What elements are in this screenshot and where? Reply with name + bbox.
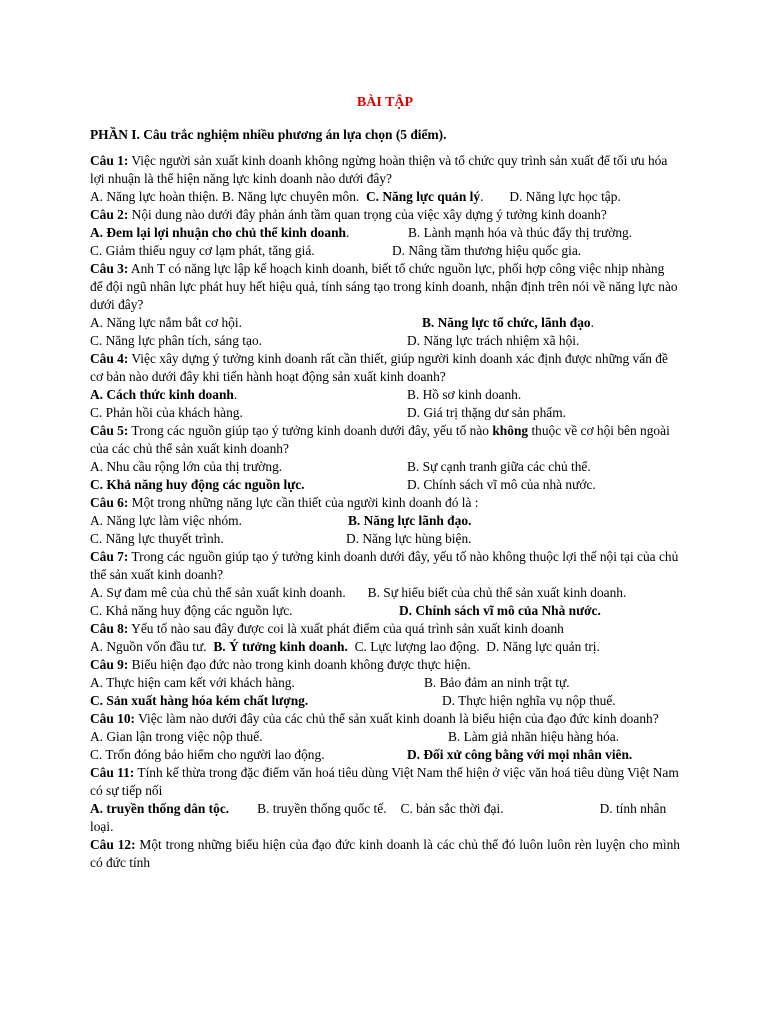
option-d: D. Năng lực quản trị. [486, 639, 600, 654]
question-8 [90, 620, 680, 656]
option-a: A. Gian lận trong việc nộp thuế. [90, 729, 263, 744]
option-d: D. tính nhân loại. [90, 801, 667, 834]
option-d: D. Chính sách vĩ mô của nhà nước. [407, 477, 596, 492]
option-d: D. Năng lực hùng biện. [346, 531, 472, 546]
question-label: Câu 4: [90, 351, 129, 366]
question-label: Câu 3: [90, 261, 129, 276]
question-label: Câu 10: [90, 711, 136, 726]
option-b: B. Làm giả nhãn hiệu hàng hóa. [448, 729, 620, 744]
option-c: C. Năng lực phân tích, sáng tạo. [90, 333, 262, 348]
question-stem: Việc xây dựng ý tưởng kinh doanh rất cần thiết, giúp người kinh doanh xác định được những vấn đề cơ bản nào dưới đây khi tiến hành hoạt động sản xuất kinh doanh? [90, 351, 668, 384]
option-c: C. Trốn đóng bảo hiểm cho người lao động. [90, 747, 325, 762]
question-label: Câu 5: [90, 423, 129, 438]
option-b: B. Năng lực lãnh đạo. [348, 513, 472, 528]
question-11 [90, 764, 680, 836]
option-b: B. truyền thống quốc tế. [257, 801, 387, 816]
question-label: Câu 9: [90, 657, 129, 672]
option-a: A. Sự đam mê của chủ thể sản xuất kinh doanh. [90, 585, 346, 600]
option-c: C. Năng lực quản lý [365, 189, 481, 204]
question-stem: Nội dung nào dưới đây phản ánh tầm quan trọng của việc xây dựng ý tưởng kinh doanh? [128, 207, 607, 222]
question-4 [90, 350, 680, 422]
question-stem-emphasis: không [492, 423, 529, 438]
question-1 [90, 152, 680, 206]
option-a: A. truyền thống dân tộc. [90, 801, 230, 816]
option-a: A. Năng lực hoàn thiện. [90, 189, 219, 204]
question-stem: Tính kế thừa trong đặc điểm văn hoá tiêu dùng Việt Nam thể hiện ở việc văn hoá tiêu dùng Việt Nam có sự tiếp nối [90, 765, 679, 798]
question-9 [90, 656, 680, 710]
question-label: Câu 11: [90, 765, 135, 780]
option-b: B. Hồ sơ kinh doanh. [407, 387, 522, 402]
option-a: A. Nhu cầu rộng lớn của thị trường. [90, 459, 283, 474]
question-2 [90, 206, 680, 260]
question-stem: Trong các nguồn giúp tạo ý tưởng kinh doanh dưới đây, yếu tố nào [128, 423, 493, 438]
question-label: Câu 12: [90, 837, 136, 852]
option-c: C. Giảm thiểu nguy cơ lạm phát, tăng giá. [90, 243, 315, 258]
option-d: D. Nâng tầm thương hiệu quốc gia. [392, 243, 582, 258]
document-page [90, 94, 680, 872]
option-a: A. Năng lực nắm bắt cơ hội. [90, 315, 242, 330]
question-label: Câu 1: [90, 153, 129, 168]
question-10 [90, 710, 680, 764]
option-a-tail: . [345, 225, 350, 240]
question-stem-end: thuộc về cơ hội bên ngoài của các chủ thể sản xuất kinh doanh? [90, 423, 670, 456]
question-6 [90, 494, 680, 548]
question-12 [90, 836, 680, 872]
question-3 [90, 260, 680, 350]
option-a: A. Đem lại lợi nhuận cho chủ thể kinh doanh [90, 225, 346, 240]
question-label: Câu 8: [90, 621, 129, 636]
question-stem: Biểu hiện đạo đức nào trong kinh doanh không được thực hiện. [128, 657, 471, 672]
option-c: C. Sản xuất hàng hóa kém chất lượng. [90, 693, 309, 708]
option-b: B. Lành mạnh hóa và thúc đẩy thị trường. [408, 225, 633, 240]
part-heading: PHẦN I. Câu trắc nghiệm nhiều phương án lựa chọn (5 điểm). [90, 127, 447, 142]
option-d: D. Thực hiện nghĩa vụ nộp thuế. [442, 693, 616, 708]
document-title: BÀI TẬP [356, 95, 414, 110]
question-stem: Một trong những năng lực cần thiết của người kinh doanh đó là : [128, 495, 479, 510]
option-d: D. Giá trị thặng dư sản phẩm. [407, 405, 566, 420]
question-label: Câu 7: [90, 549, 129, 564]
question-stem: Việc làm nào dưới đây của các chủ thể sản xuất kinh doanh là biểu hiện của đạo đức kinh doanh? [135, 711, 659, 726]
option-c: C. Phản hồi của khách hàng. [90, 405, 243, 420]
option-a: A. Thực hiện cam kết với khách hàng. [90, 675, 295, 690]
question-stem: Một trong những biểu hiện của đạo đức kinh doanh là các chủ thể đó luôn luôn rèn luyện cho mình có đức tính [90, 837, 680, 870]
option-b: B. Ý tưởng kinh doanh. [213, 639, 348, 654]
question-stem: Yếu tố nào sau đây được coi là xuất phát điểm của quá trình sản xuất kinh doanh [128, 621, 564, 636]
option-c: C. Năng lực thuyết trình. [90, 531, 224, 546]
option-b: B. Bảo đảm an ninh trật tự. [424, 675, 570, 690]
option-b: B. Sự cạnh tranh giữa các chủ thể. [407, 459, 591, 474]
option-b: B. Năng lực chuyên môn. [221, 189, 360, 204]
option-c: C. Khả năng huy động các nguồn lực. [90, 603, 293, 618]
option-c: C. Khả năng huy động các nguồn lực. [90, 477, 305, 492]
option-a: A. Năng lực làm việc nhóm. [90, 513, 242, 528]
option-a: A. Nguồn vốn đầu tư. [90, 639, 207, 654]
question-stem: Trong các nguồn giúp tạo ý tưởng kinh doanh dưới đây, yếu tố nào không thuộc lợi thế nội tại của chủ thể sản xuất kinh doanh? [90, 549, 679, 582]
option-b: B. Năng lực tổ chức, lãnh đạo [422, 315, 591, 330]
question-stem: Anh T có năng lực lập kế hoạch kinh doanh, biết tổ chức nguồn lực, phối hợp công việc nhịp nhàng để đội ngũ nhân lực phát huy hết hiệu quả, tính sáng tạo trong kinh doanh, nhận định trên nói về năng lực nào dưới đây? [90, 261, 678, 312]
question-stem: Việc người sản xuất kinh doanh không ngừng hoàn thiện và tổ chức quy trình sản xuất để tối ưu hóa lợi nhuận là thể hiện năng lực kinh doanh nào dưới đây? [90, 153, 668, 186]
question-label: Câu 2: [90, 207, 129, 222]
option-c: C. Lực lượng lao động. [354, 639, 480, 654]
question-label: Câu 6: [90, 495, 129, 510]
option-d: D. Đối xử công bằng với mọi nhân viên. [407, 747, 633, 762]
option-c-tail: . [480, 189, 484, 204]
question-7 [90, 548, 680, 620]
option-a: A. Cách thức kinh doanh [90, 387, 234, 402]
option-b: B. Sự hiểu biết của chủ thể sản xuất kinh doanh. [367, 585, 627, 600]
option-c: C. bản sắc thời đại. [400, 801, 504, 816]
option-d: D. Năng lực học tập. [509, 189, 621, 204]
question-5 [90, 422, 680, 494]
option-d: D. Năng lực trách nhiệm xã hội. [407, 333, 580, 348]
option-d: D. Chính sách vĩ mô của Nhà nước. [399, 603, 601, 618]
option-a-tail: . [233, 387, 238, 402]
option-b-tail: . [590, 315, 594, 330]
